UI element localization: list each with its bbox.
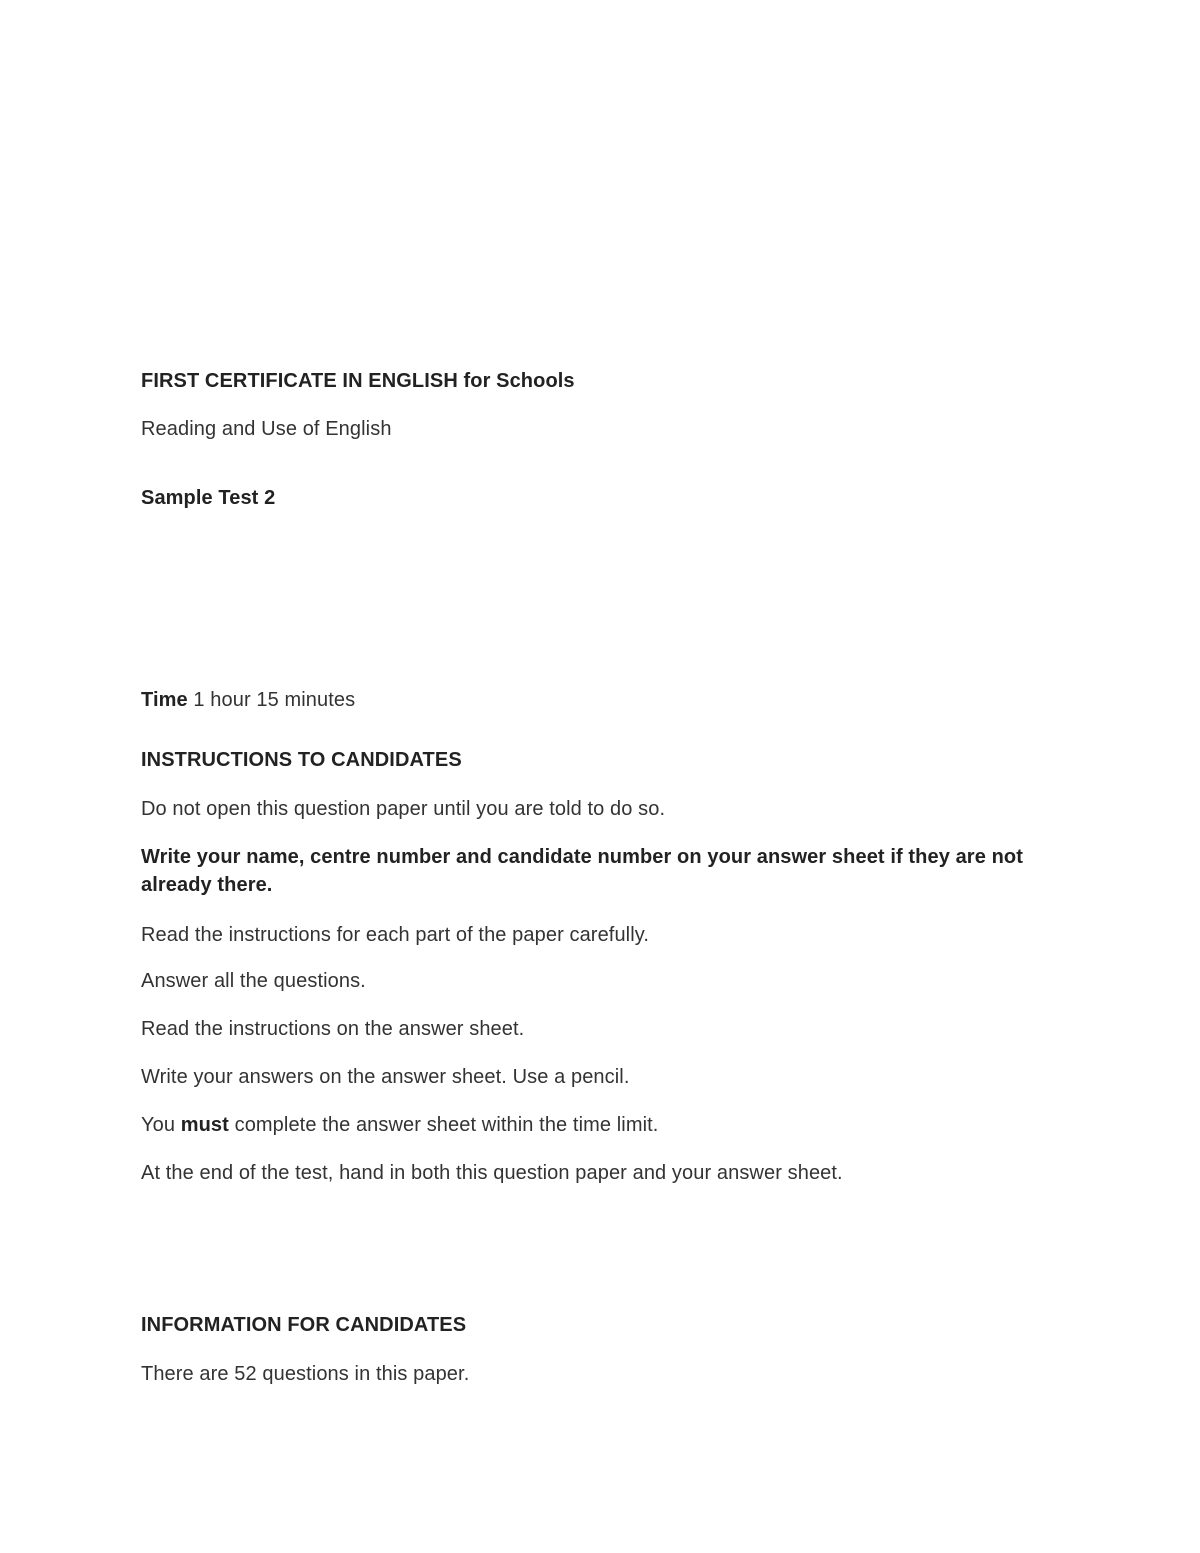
must-suffix: complete the answer sheet within the time limit. [234, 1114, 659, 1136]
instruction-must-complete [141, 1111, 658, 1139]
information-question-count: There are 52 questions in this paper. [141, 1363, 470, 1385]
document-subtitle: Reading and Use of English [141, 418, 392, 440]
document-title: FIRST CERTIFICATE IN ENGLISH for Schools [141, 370, 575, 392]
instruction-write-details: Write your name, centre number and candidate number on your answer sheet if they are not already there. [141, 846, 1023, 896]
time-label: Time [141, 689, 188, 711]
instruction-use-pencil: Write your answers on the answer sheet. Use a pencil. [141, 1066, 630, 1088]
instruction-read-carefully: Read the instructions for each part of the paper carefully. [141, 924, 650, 946]
instruction-do-not-open: Do not open this question paper until you are told to do so. [141, 798, 666, 820]
test-name: Sample Test 2 [141, 487, 276, 509]
instructions-heading: INSTRUCTIONS TO CANDIDATES [141, 749, 462, 771]
time-line [141, 686, 355, 714]
time-value: 1 hour 15 minutes [193, 689, 356, 711]
must-prefix: You [141, 1114, 176, 1136]
information-heading: INFORMATION FOR CANDIDATES [141, 1314, 467, 1336]
must-word: must [180, 1114, 229, 1136]
instruction-hand-in: At the end of the test, hand in both this question paper and your answer sheet. [141, 1162, 843, 1184]
instruction-read-sheet: Read the instructions on the answer sheet. [141, 1018, 525, 1040]
instruction-answer-all: Answer all the questions. [141, 970, 366, 992]
